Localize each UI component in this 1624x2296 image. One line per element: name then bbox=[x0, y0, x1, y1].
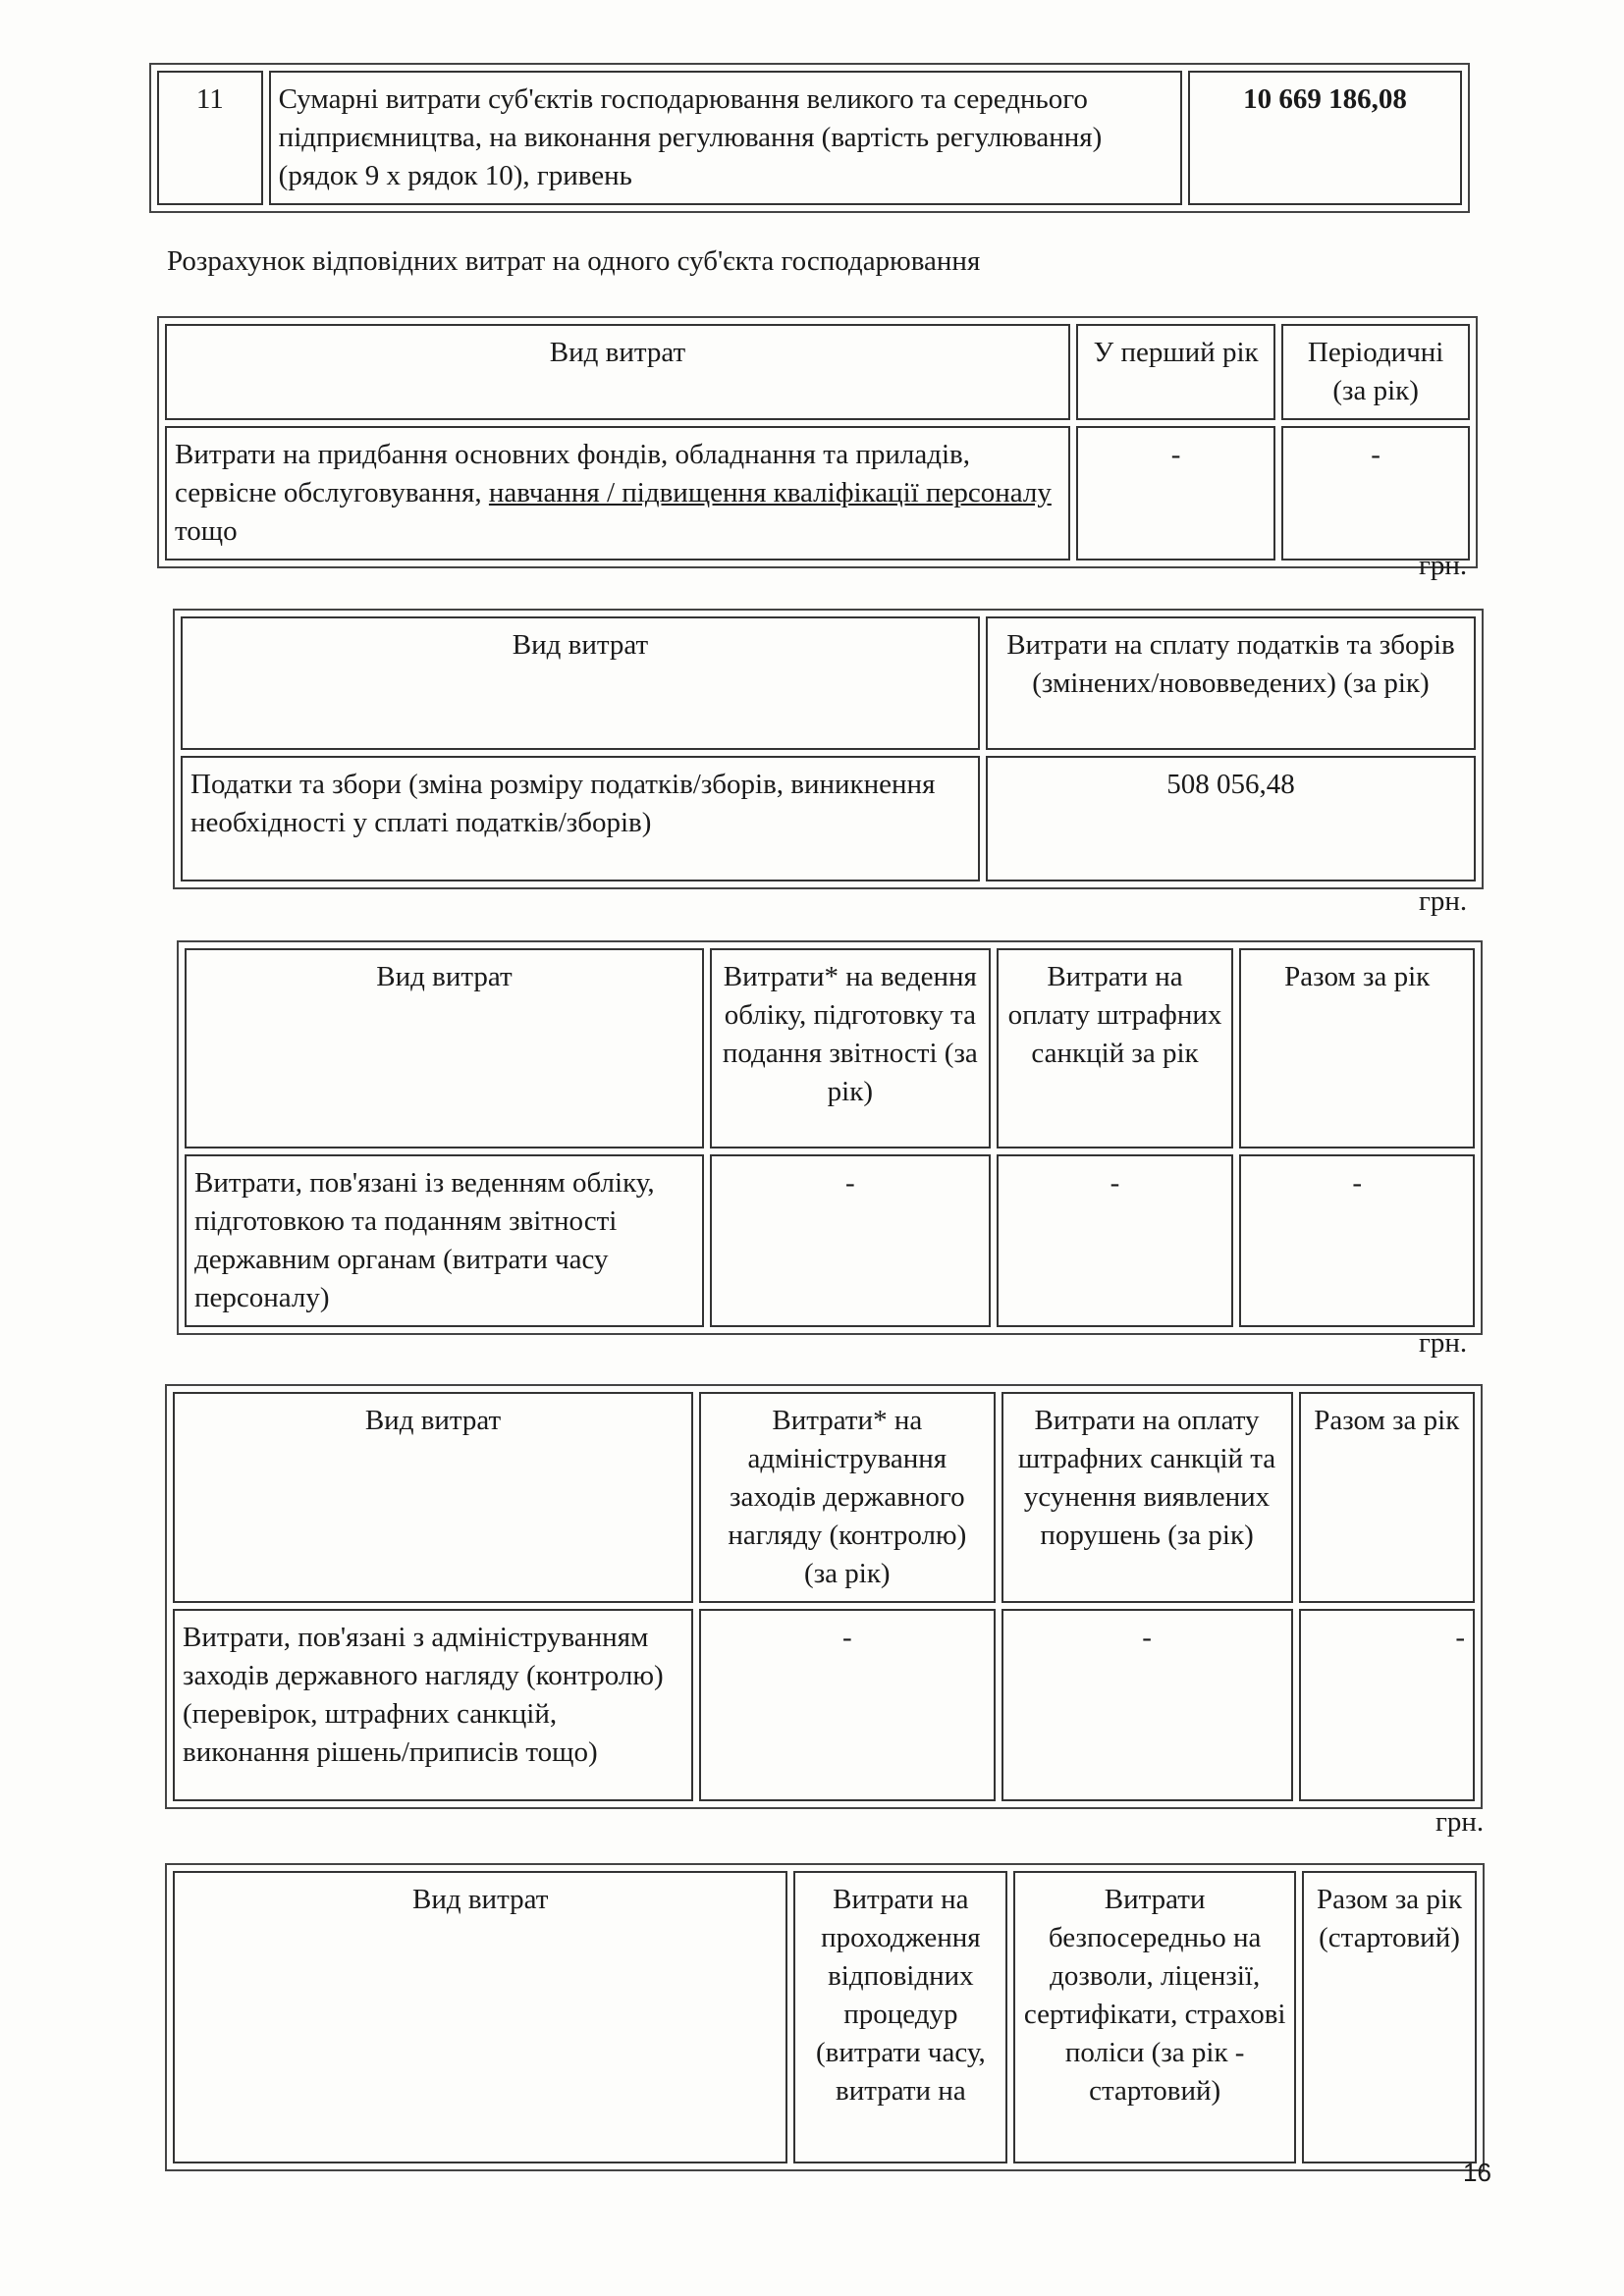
row-description: Сумарні витрати суб'єктів господарювання великого та середнього підприємництва, на виконання регулювання (вартість регулювання) (рядок 9 х рядок 10), гривень bbox=[269, 71, 1182, 205]
header-total: Разом за рік (стартовий) bbox=[1302, 1871, 1477, 2163]
value-admin: - bbox=[699, 1609, 995, 1801]
row-text-end: тощо bbox=[175, 515, 238, 547]
header-total: Разом за рік bbox=[1239, 948, 1475, 1148]
header-first-year: У перший рік bbox=[1076, 324, 1275, 420]
reporting-costs-table bbox=[177, 940, 1483, 1335]
header-total: Разом за рік bbox=[1299, 1392, 1475, 1603]
row-text-start: Витрати на придбання основних фондів, обладнання та приладів, сервісне обслуговування, bbox=[175, 439, 970, 508]
unit-label: грн. bbox=[1435, 1806, 1485, 1838]
header-cost-type: Вид витрат bbox=[173, 1392, 693, 1603]
header-cost-type: Вид витрат bbox=[173, 1871, 787, 2163]
row-taxes: Податки та збори (зміна розміру податків/зборів, виникнення необхідності у сплаті податків/зборів) bbox=[181, 756, 980, 881]
unit-label: грн. bbox=[1419, 885, 1468, 917]
summary-row-11 bbox=[149, 63, 1470, 213]
header-periodic: Періодичні (за рік) bbox=[1281, 324, 1470, 420]
permits-costs-table bbox=[165, 1863, 1485, 2171]
header-fines: Витрати на оплату штрафних санкцій за рік bbox=[997, 948, 1234, 1148]
value-total: - bbox=[1299, 1609, 1475, 1801]
row-number: 11 bbox=[157, 71, 263, 205]
page-number: 16 bbox=[1463, 2158, 1491, 2187]
row-text-underlined: навчання / підвищення кваліфікації персоналу bbox=[488, 477, 1052, 508]
header-fines: Витрати на оплату штрафних санкцій та усунення виявлених порушень (за рік) bbox=[1001, 1392, 1293, 1603]
row-capital-costs bbox=[165, 426, 1070, 561]
header-cost-type: Вид витрат bbox=[165, 324, 1070, 420]
header-procedures: Витрати на проходження відповідних процедур (витрати часу, витрати на bbox=[793, 1871, 1007, 2163]
row-value: 10 669 186,08 bbox=[1188, 71, 1462, 205]
value-first-year: - bbox=[1076, 426, 1275, 561]
row-supervision-costs: Витрати, пов'язані з адмініструванням заходів державного нагляду (контролю) (перевірок, штрафних санкцій, виконання рішень/приписів тощо) bbox=[173, 1609, 693, 1801]
header-admin: Витрати* на адміністрування заходів державного нагляду (контролю) (за рік) bbox=[699, 1392, 995, 1603]
supervision-costs-table bbox=[165, 1384, 1483, 1809]
value-total: - bbox=[1239, 1154, 1475, 1327]
unit-label: грн. bbox=[1419, 1327, 1468, 1359]
value-fines: - bbox=[997, 1154, 1234, 1327]
value-accounting: - bbox=[710, 1154, 991, 1327]
section-title: Розрахунок відповідних витрат на одного суб'єкта господарювання bbox=[167, 245, 981, 277]
value-taxes: 508 056,48 bbox=[986, 756, 1476, 881]
capital-costs-table bbox=[157, 316, 1478, 568]
header-accounting: Витрати* на ведення обліку, підготовку та подання звітності (за рік) bbox=[710, 948, 991, 1148]
row-reporting-costs: Витрати, пов'язані із веденням обліку, підготовкою та поданням звітності державним органам (витрати часу персоналу) bbox=[185, 1154, 704, 1327]
header-cost-type: Вид витрат bbox=[185, 948, 704, 1148]
value-periodic: - bbox=[1281, 426, 1470, 561]
header-taxes: Витрати на сплату податків та зборів (змінених/нововведених) (за рік) bbox=[986, 616, 1476, 750]
value-fines: - bbox=[1001, 1609, 1293, 1801]
header-permits: Витрати безпосередньо на дозволи, ліцензії, сертифікати, страхові поліси (за рік - стартовий) bbox=[1013, 1871, 1296, 2163]
taxes-table bbox=[173, 609, 1484, 889]
header-cost-type: Вид витрат bbox=[181, 616, 980, 750]
unit-label: грн. bbox=[1419, 550, 1468, 581]
